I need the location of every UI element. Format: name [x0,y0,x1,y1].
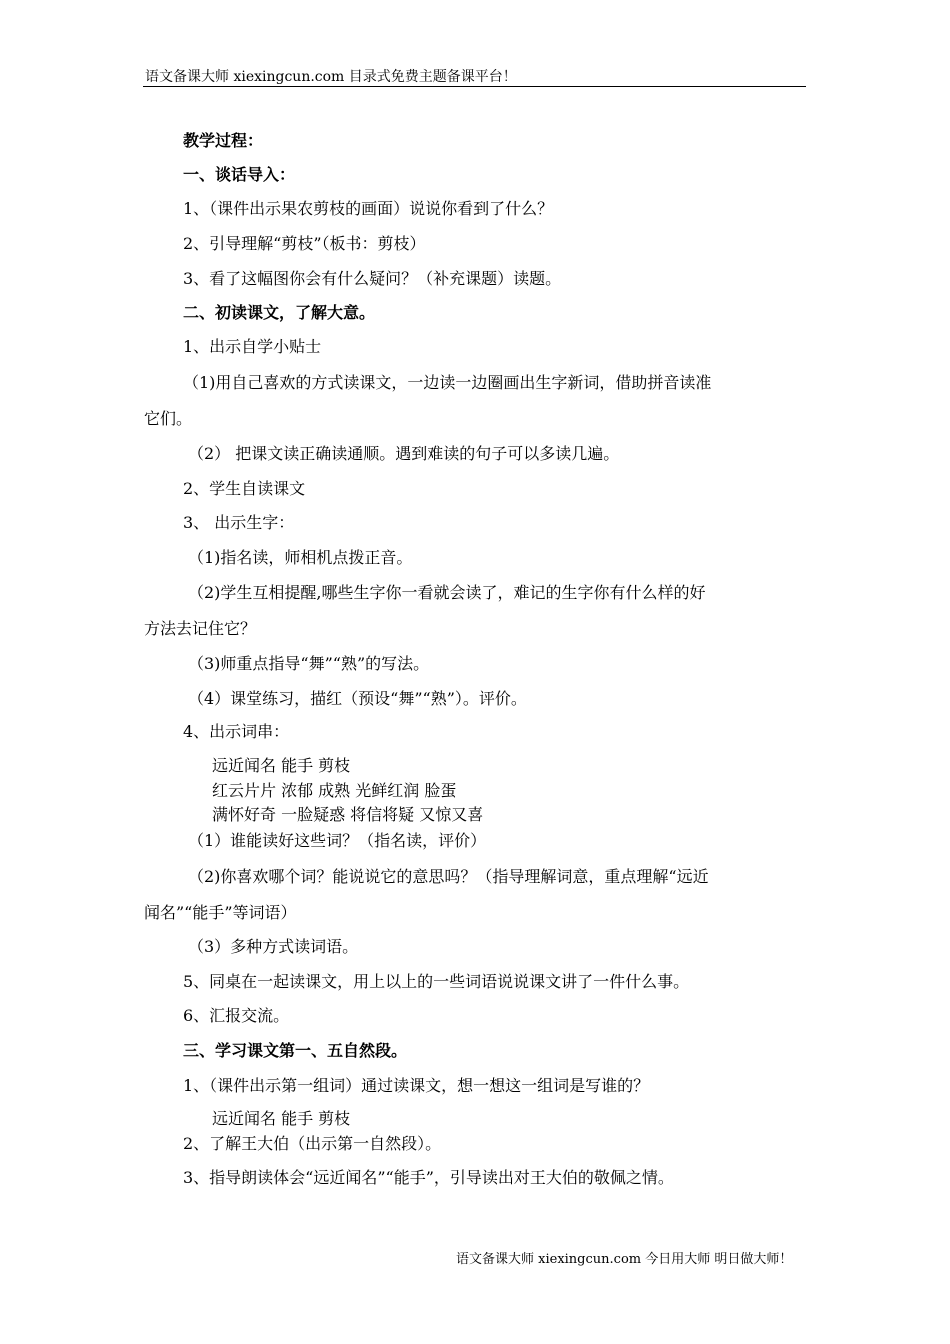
text-line: 它们。 [144,409,193,428]
page-footer: 语文备课大师 xiexingcun.com 今日用大师 明日做大师！ [456,1252,793,1267]
text-line: （1)指名读，师相机点拨正音。 [188,548,413,567]
text-line: （4）课堂练习，描红（预设“舞”“熟”）。评价。 [188,689,527,708]
text-line: 1、出示自学小贴士 [183,337,322,356]
text-line: 2、了解王大伯（出示第一自然段）。 [183,1134,442,1153]
section-title-process: 教学过程： [183,131,264,150]
text-line: 2、学生自读课文 [183,479,306,498]
text-line: （1)用自己喜欢的方式读课文，一边读一边圈画出生字新词，借助拼音读准 [183,373,712,392]
text-line: 3、指导朗读体会“远近闻名”“能手”，引导读出对王大伯的敬佩之情。 [183,1168,674,1187]
section-heading-1: 一、谈话导入： [183,165,296,184]
word-list-line: 远近闻名 能手 剪枝 [212,756,351,775]
text-line: （3）多种方式读词语。 [188,937,359,956]
text-line: （2)你喜欢哪个词？能说说它的意思吗？（指导理解词意，重点理解“远近 [188,867,709,886]
word-list-line: 满怀好奇 一脸疑惑 将信将疑 又惊又喜 [212,805,484,824]
text-line: 3、看了这幅图你会有什么疑问？（补充课题）读题。 [183,269,562,288]
text-line: 1、（课件出示果农剪枝的画面）说说你看到了什么？ [183,199,554,218]
text-line: 1、（课件出示第一组词）通过读课文，想一想这一组词是写谁的？ [183,1076,650,1095]
header-rule [143,86,806,87]
text-line: 4、出示词串： [183,722,290,741]
text-line: （2)学生互相提醒,哪些生字你一看就会读了，难记的生字你有什么样的好 [188,583,706,602]
word-list-line: 红云片片 浓郁 成熟 光鲜红润 脸蛋 [212,781,457,800]
text-line: 2、引导理解“剪枝”（板书：剪枝） [183,234,426,253]
section-heading-2: 二、初读课文，了解大意。 [183,303,376,322]
word-list-line: 远近闻名 能手 剪枝 [212,1109,351,1128]
text-line: （1）谁能读好这些词？（指名读，评价） [188,831,487,850]
text-line: 5、同桌在一起读课文，用上以上的一些词语说说课文讲了一件什么事。 [183,972,690,991]
text-line: 3、 出示生字： [183,513,295,532]
text-line: （3)师重点指导“舞”“熟”的写法。 [188,654,430,673]
text-line: 方法去记住它？ [144,619,257,638]
section-heading-3: 三、学习课文第一、五自然段。 [183,1041,408,1060]
text-line: 闻名”“能手”等词语） [144,903,297,922]
page-header: 语文备课大师 xiexingcun.com 目录式免费主题备课平台！ [145,69,517,85]
text-line: 6、汇报交流。 [183,1006,290,1025]
text-line: （2） 把课文读正确读通顺。遇到难读的句子可以多读几遍。 [188,444,620,463]
